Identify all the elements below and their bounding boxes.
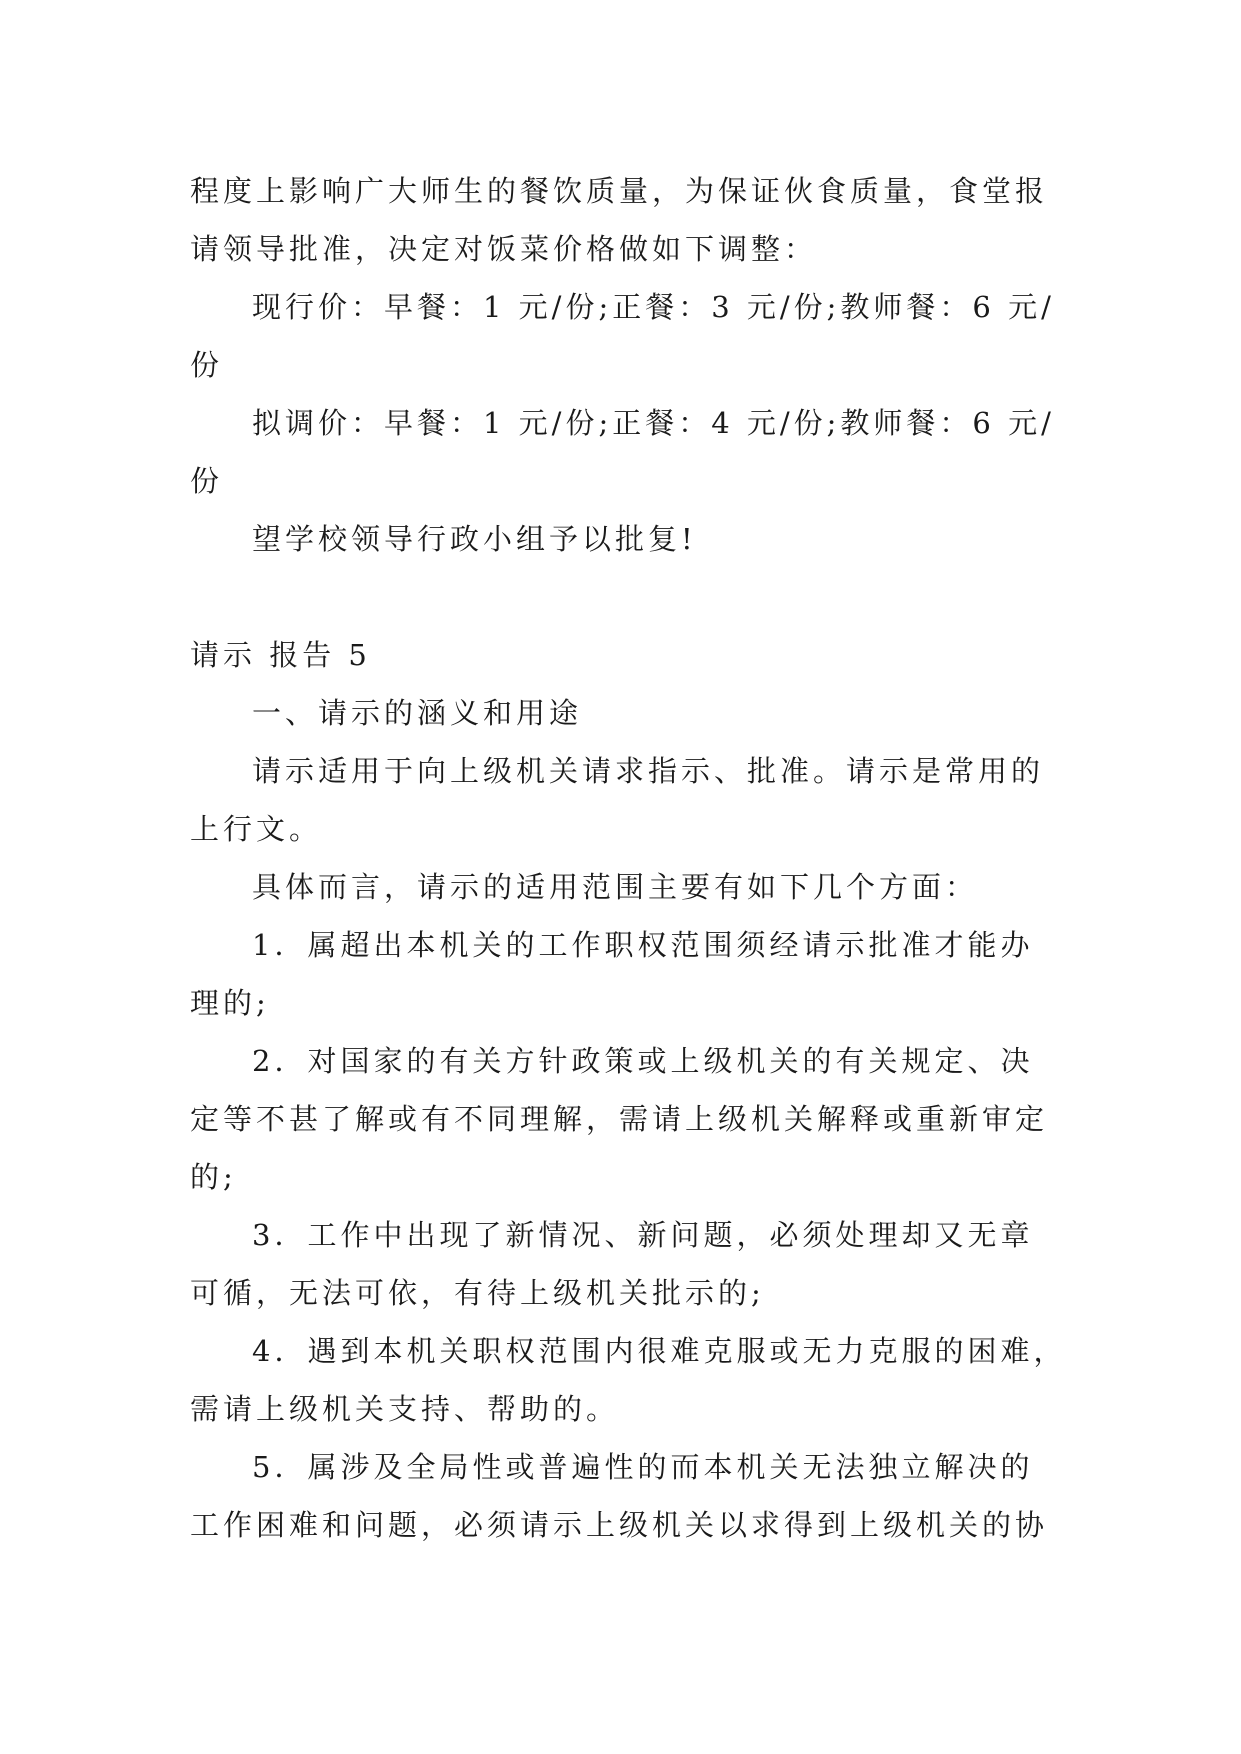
list-item-2: 2．对国家的有关方针政策或上级机关的有关规定、决	[252, 1044, 1034, 1078]
list-item-1: 1．属超出本机关的工作职权范围须经请示批准才能办	[252, 928, 1034, 962]
proposed-price-line: 拟调价：早餐：1 元/份;正餐：4 元/份;教师餐：6 元/	[252, 406, 1055, 440]
list-item-5-cont: 工作困难和问题，必须请示上级机关以求得到上级机关的协	[190, 1508, 1049, 1542]
list-item-3-cont: 可循，无法可依，有待上级机关批示的;	[190, 1276, 765, 1310]
section-gap	[190, 568, 1050, 626]
proposed-price-line-end: 份	[190, 464, 224, 498]
current-price-line-end: 份	[190, 348, 224, 382]
list-item-4-cont: 需请上级机关支持、帮助的。	[190, 1392, 620, 1426]
body-line: 具体而言，请示的适用范围主要有如下几个方面：	[252, 870, 979, 904]
list-item-2-cont: 的;	[190, 1160, 237, 1194]
body-line: 请示适用于向上级机关请求指示、批准。请示是常用的	[252, 754, 1045, 788]
closing-request-line: 望学校领导行政小组予以批复!	[252, 522, 697, 556]
list-item-2-cont: 定等不甚了解或有不同理解，需请上级机关解释或重新审定	[190, 1102, 1049, 1136]
section-title: 请示 报告 5	[190, 638, 371, 672]
list-item-3: 3．工作中出现了新情况、新问题，必须处理却又无章	[252, 1218, 1034, 1252]
body-line: 上行文。	[190, 812, 323, 846]
body-line: 请领导批准，决定对饭菜价格做如下调整：	[190, 232, 818, 266]
body-line: 程度上影响广大师生的餐饮质量，为保证伙食质量，食堂报	[190, 174, 1049, 208]
current-price-line: 现行价：早餐：1 元/份;正餐：3 元/份;教师餐：6 元/	[252, 290, 1055, 324]
document-body	[190, 162, 1067, 1554]
list-item-5: 5．属涉及全局性或普遍性的而本机关无法独立解决的	[252, 1450, 1034, 1484]
list-item-1-cont: 理的;	[190, 986, 270, 1020]
subsection-heading: 一、请示的涵义和用途	[252, 696, 583, 730]
list-item-4: 4．遇到本机关职权范围内很难克服或无力克服的困难，	[252, 1334, 1067, 1368]
